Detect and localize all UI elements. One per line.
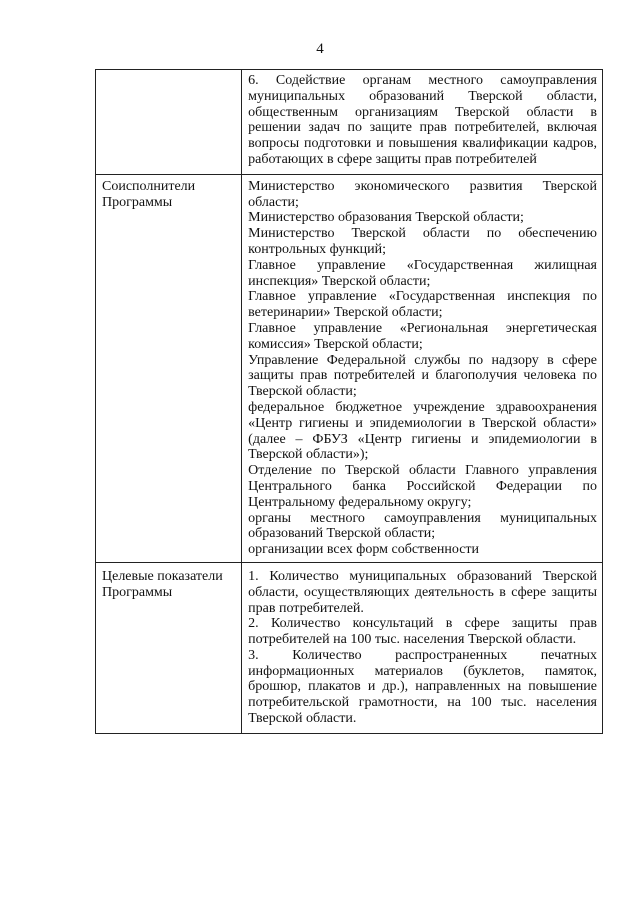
task-item: 6. Содействие органам местного самоуправления муниципальных образований Тверской области, общественным организациям Тверской области в решении задач по защите прав потребителей, включая вопросы подготовки и повышения квалификации кадров, работающих в сфере защиты прав потребителей: [248, 73, 597, 167]
co-executor-item: Отделение по Тверской области Главного управления Центрального банка Российской Федерации по Центральному федеральному округу;: [248, 463, 597, 510]
row-label-empty: [96, 70, 242, 175]
co-executor-item: Министерство образования Тверской области;: [248, 210, 524, 226]
co-executor-item: Главное управление «Государственная жилищная инспекция» Тверской области;: [248, 257, 597, 289]
co-executor-item: Министерство экономического развития Тверской области;: [248, 178, 597, 210]
row-label-co-executors: Соисполнители Программы: [96, 174, 242, 562]
co-executor-item: Главное управление «Региональная энергетическая комиссия» Тверской области;: [248, 320, 597, 352]
row-content-target-indicators: [242, 562, 603, 733]
row-content-task-6: [242, 70, 603, 175]
program-passport-table: [95, 69, 603, 734]
co-executor-item: Управление Федеральной службы по надзору в сфере защиты прав потребителей и благополучия человека по Тверской области;: [248, 352, 597, 400]
table-row-task-6: [96, 70, 603, 175]
co-executor-item: Министерство Тверской области по обеспечению контрольных функций;: [248, 226, 597, 257]
table-row-target-indicators: [96, 562, 603, 733]
target-indicator-item: 1. Количество муниципальных образований Тверской области, осуществляющих деятельность в сфере защиты прав потребителей.: [248, 568, 597, 616]
page-number: 4: [316, 41, 324, 57]
co-executor-item: органы местного самоуправления муниципальных образований Тверской области;: [248, 510, 597, 542]
row-content-co-executors: [242, 174, 603, 562]
co-executor-item: организации всех форм собственности: [248, 542, 480, 558]
row-label-target-indicators: Целевые показатели Программы: [96, 562, 242, 733]
target-indicator-item: 3. Количество распространенных печатных информационных материалов (буклетов, памяток, брошюр, плакатов и др.), направленных на повышение потребительской грамотности, на 100 тыс. населения Тверской области.: [248, 647, 597, 727]
co-executor-item: федеральное бюджетное учреждение здравоохранения «Центр гигиены и эпидемиологии в Тверской области» (далее – ФБУЗ «Центр гигиены и эпидемиологии в Тверской области»);: [248, 399, 597, 463]
table-row-co-executors: [96, 174, 603, 562]
co-executor-item: Главное управление «Государственная инспекция по ветеринарии» Тверской области;: [248, 289, 597, 321]
target-indicator-item: 2. Количество консультаций в сфере защиты прав потребителей на 100 тыс. населения Тверской области.: [248, 616, 597, 648]
